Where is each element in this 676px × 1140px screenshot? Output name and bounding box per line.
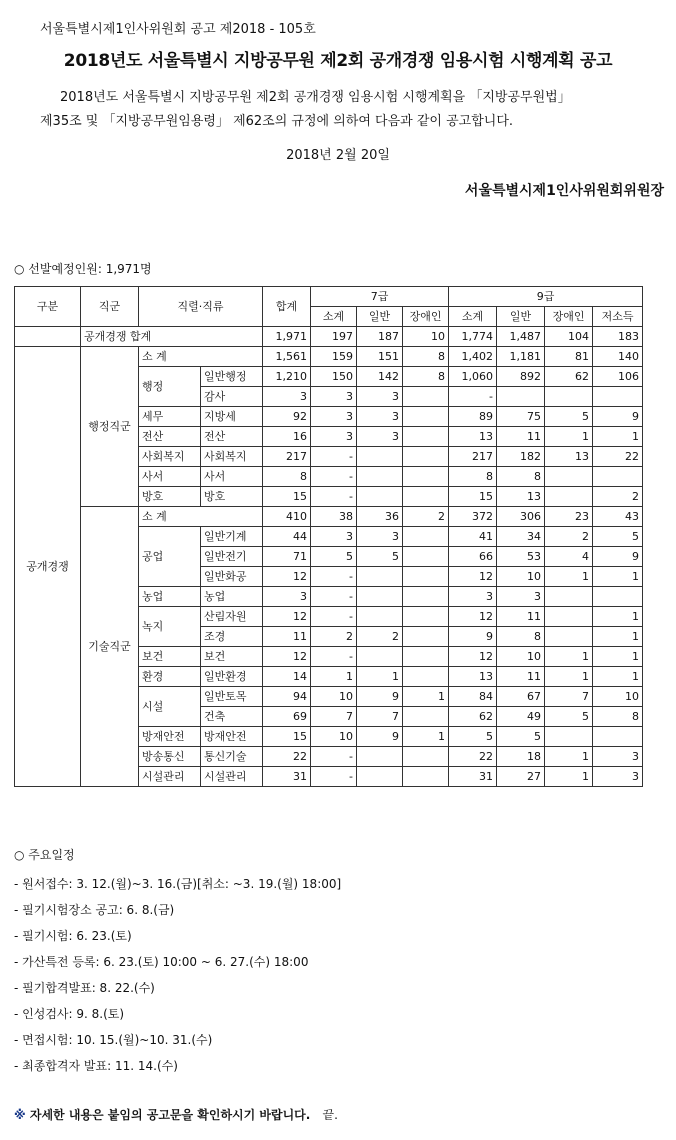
cell-d9: 1 (545, 567, 593, 587)
cell-total: 15 (263, 487, 311, 507)
cell-total: 1,971 (263, 327, 311, 347)
cell-total: 410 (263, 507, 311, 527)
cell-d7: 10 (403, 327, 449, 347)
signature: 서울특별시제1인사위원회위원장 (464, 183, 664, 199)
cell-l9: 1 (593, 667, 643, 687)
notice-number: 서울특별시제1인사위원회 공고 제2018 - 105호 (40, 22, 316, 37)
header-sub9: 소계 (449, 307, 497, 327)
cell-jikryeol: 시설 (139, 687, 201, 727)
cell-total: 31 (263, 767, 311, 787)
note-mark: ※ (14, 1108, 26, 1122)
cell-d7 (403, 387, 449, 407)
cell-l9: 22 (593, 447, 643, 467)
cell-d7 (403, 527, 449, 547)
cell-jikryu: 통신기술 (201, 747, 263, 767)
schedule-item: - 가산특전 등록: 6. 23.(토) 10:00 ~ 6. 27.(수) 18:00 (14, 955, 309, 969)
cell-total: 14 (263, 667, 311, 687)
cell-s9: 5 (449, 727, 497, 747)
header-dis9: 장애인 (545, 307, 593, 327)
body-line-1: 2018년도 서울특별시 지방공무원 제2회 공개경쟁 임용시험 시행계획을 「지방공무원법」 (60, 90, 571, 105)
cell-jikryeol: 농업 (139, 587, 201, 607)
cell-jikryeol: 방호 (139, 487, 201, 507)
schedule-item: - 인성검사: 9. 8.(토) (14, 1007, 125, 1021)
table-row (15, 507, 643, 527)
cell-d9: 5 (545, 707, 593, 727)
cell-jikryu: 일반행정 (201, 367, 263, 387)
footer-note (14, 1106, 338, 1123)
cell-g7 (357, 647, 403, 667)
cell-s9: 62 (449, 707, 497, 727)
cell-d9 (545, 607, 593, 627)
cell-l9: 43 (593, 507, 643, 527)
cell-l9: 106 (593, 367, 643, 387)
cell-s9: 13 (449, 667, 497, 687)
cell-jikryeol: 행정 (139, 367, 201, 407)
cell-total: 12 (263, 607, 311, 627)
cell-admin-group: 행정직군 (81, 347, 139, 507)
cell-d7: 8 (403, 347, 449, 367)
cell-jikryu: 농업 (201, 587, 263, 607)
cell-l9: 1 (593, 607, 643, 627)
recruit-count: ○ 선발예정인원: 1,971명 (14, 262, 152, 276)
cell-d7 (403, 767, 449, 787)
cell-g7: 151 (357, 347, 403, 367)
cell-g9: 27 (497, 767, 545, 787)
header-gen9: 일반 (497, 307, 545, 327)
cell-g7: 3 (357, 527, 403, 547)
cell-s7: - (311, 447, 357, 467)
cell-d7 (403, 567, 449, 587)
cell-d9: 62 (545, 367, 593, 387)
cell-l9: 1 (593, 427, 643, 447)
cell-d9: 81 (545, 347, 593, 367)
cell-s9: 12 (449, 567, 497, 587)
cell-jikryu: 방호 (201, 487, 263, 507)
cell-d7 (403, 647, 449, 667)
cell-g9: 306 (497, 507, 545, 527)
cell-l9: 3 (593, 747, 643, 767)
cell-d9: 1 (545, 427, 593, 447)
cell-g9: 5 (497, 727, 545, 747)
cell-total: 69 (263, 707, 311, 727)
cell-l9 (593, 587, 643, 607)
cell-jikryeol: 시설관리 (139, 767, 201, 787)
header-total: 합계 (263, 287, 311, 327)
cell-jikryu: 지방세 (201, 407, 263, 427)
cell-g9: 11 (497, 667, 545, 687)
cell-g9: 67 (497, 687, 545, 707)
cell-d7 (403, 547, 449, 567)
cell-total: 8 (263, 467, 311, 487)
table-row (15, 347, 643, 367)
cell-total-label: 공개경쟁 합계 (81, 327, 263, 347)
cell-s9: 1,402 (449, 347, 497, 367)
cell-l9: 8 (593, 707, 643, 727)
cell-g9: 49 (497, 707, 545, 727)
cell-s7: 7 (311, 707, 357, 727)
cell-jikryu: 사서 (201, 467, 263, 487)
cell-l9: 9 (593, 407, 643, 427)
cell-s7: - (311, 607, 357, 627)
body-line-2: 제35조 및 「지방공무원임용령」 제62조의 규정에 의하여 다음과 같이 공고합니다. (40, 114, 514, 129)
cell-jikryeol: 환경 (139, 667, 201, 687)
cell-l9: 9 (593, 547, 643, 567)
cell-s9: 217 (449, 447, 497, 467)
cell-s9: 1,774 (449, 327, 497, 347)
cell-jikryu: 일반환경 (201, 667, 263, 687)
footer-text: 자세한 내용은 붙임의 공고문을 확인하시기 바랍니다. (29, 1108, 311, 1122)
cell-d9 (545, 487, 593, 507)
header-grade9: 9급 (449, 287, 643, 307)
cell-g9 (497, 387, 545, 407)
cell-total: 3 (263, 387, 311, 407)
page-title: 2018년도 서울특별시 지방공무원 제2회 공개경쟁 임용시험 시행계획 공고 (63, 51, 613, 71)
cell-s9: 22 (449, 747, 497, 767)
cell-s9: 372 (449, 507, 497, 527)
cell-total: 22 (263, 747, 311, 767)
cell-g7 (357, 587, 403, 607)
cell-jikryeol: 방송통신 (139, 747, 201, 767)
schedule-heading: ○ 주요일정 (14, 848, 75, 862)
cell-l9: 1 (593, 567, 643, 587)
schedule-item: - 필기시험장소 공고: 6. 8.(금) (14, 903, 175, 917)
cell-jikryeol: 사서 (139, 467, 201, 487)
cell-g7: 7 (357, 707, 403, 727)
cell-s9: 41 (449, 527, 497, 547)
cell-l9: 1 (593, 647, 643, 667)
header-gen7: 일반 (357, 307, 403, 327)
cell-s7: - (311, 767, 357, 787)
schedule-item: - 필기시험: 6. 23.(토) (14, 929, 132, 943)
cell-d7 (403, 607, 449, 627)
cell-g7: 5 (357, 547, 403, 567)
cell-g9: 8 (497, 627, 545, 647)
cell-s7: 5 (311, 547, 357, 567)
cell-s9: 3 (449, 587, 497, 607)
cell-g7 (357, 747, 403, 767)
cell-s9: 15 (449, 487, 497, 507)
header-jikgun: 직군 (81, 287, 139, 327)
cell-d9: 13 (545, 447, 593, 467)
cell-s9: 66 (449, 547, 497, 567)
cell-s7: - (311, 467, 357, 487)
cell-s7: 3 (311, 527, 357, 547)
cell-jikryu: 일반토목 (201, 687, 263, 707)
cell-s7: 10 (311, 727, 357, 747)
cell-l9: 140 (593, 347, 643, 367)
cell-l9 (593, 467, 643, 487)
cell-total: 217 (263, 447, 311, 467)
cell-s9: 13 (449, 427, 497, 447)
cell-d9 (545, 387, 593, 407)
cell-s7: 150 (311, 367, 357, 387)
cell-total: 1,210 (263, 367, 311, 387)
cell-s7: - (311, 647, 357, 667)
cell-subtotal-label: 소 계 (139, 347, 263, 367)
cell-total: 94 (263, 687, 311, 707)
cell-g9: 892 (497, 367, 545, 387)
cell-s7: 197 (311, 327, 357, 347)
cell-jikryu: 일반전기 (201, 547, 263, 567)
cell-g7 (357, 467, 403, 487)
cell-g9: 34 (497, 527, 545, 547)
cell-l9: 5 (593, 527, 643, 547)
cell-jikryeol: 보건 (139, 647, 201, 667)
cell-s7: 3 (311, 427, 357, 447)
cell-jikryu: 조경 (201, 627, 263, 647)
cell-d9 (545, 627, 593, 647)
cell-g7: 187 (357, 327, 403, 347)
cell-g9: 53 (497, 547, 545, 567)
table-row (15, 327, 643, 347)
cell-jikryeol: 전산 (139, 427, 201, 447)
cell-s7: 2 (311, 627, 357, 647)
cell-d7 (403, 667, 449, 687)
cell-g9: 11 (497, 427, 545, 447)
cell-total: 15 (263, 727, 311, 747)
cell-gubun-blank (15, 327, 81, 347)
cell-s7: 3 (311, 407, 357, 427)
cell-g7: 9 (357, 687, 403, 707)
cell-g9: 13 (497, 487, 545, 507)
cell-subtotal-label: 소 계 (139, 507, 263, 527)
cell-total: 12 (263, 647, 311, 667)
cell-d9: 4 (545, 547, 593, 567)
footer-end: 끝. (322, 1108, 338, 1122)
cell-g9: 11 (497, 607, 545, 627)
cell-d7 (403, 587, 449, 607)
cell-d7 (403, 427, 449, 447)
cell-l9: 10 (593, 687, 643, 707)
cell-s9: 12 (449, 647, 497, 667)
cell-d7: 1 (403, 687, 449, 707)
cell-jikryu: 일반화공 (201, 567, 263, 587)
cell-jikryu: 사회복지 (201, 447, 263, 467)
cell-g7: 142 (357, 367, 403, 387)
cell-d7 (403, 487, 449, 507)
cell-g7: 2 (357, 627, 403, 647)
cell-l9: 1 (593, 627, 643, 647)
cell-s9: 1,060 (449, 367, 497, 387)
cell-d7 (403, 447, 449, 467)
cell-g9: 1,487 (497, 327, 545, 347)
cell-l9 (593, 387, 643, 407)
cell-g9: 18 (497, 747, 545, 767)
cell-gubun: 공개경쟁 (15, 347, 81, 787)
header-jikryeol: 직렬·직류 (139, 287, 263, 327)
cell-g7: 3 (357, 407, 403, 427)
cell-total: 12 (263, 567, 311, 587)
cell-g7: 9 (357, 727, 403, 747)
cell-d9: 1 (545, 767, 593, 787)
schedule (14, 846, 341, 1079)
cell-s9: 89 (449, 407, 497, 427)
cell-d9: 2 (545, 527, 593, 547)
cell-s7: - (311, 487, 357, 507)
header-dis7: 장애인 (403, 307, 449, 327)
cell-l9 (593, 727, 643, 747)
cell-d9: 1 (545, 667, 593, 687)
cell-d9: 1 (545, 747, 593, 767)
cell-s7: - (311, 567, 357, 587)
cell-d7 (403, 467, 449, 487)
cell-jikryu: 전산 (201, 427, 263, 447)
cell-jikryu: 건축 (201, 707, 263, 727)
cell-d7: 1 (403, 727, 449, 747)
cell-jikryeol: 녹지 (139, 607, 201, 647)
cell-total: 71 (263, 547, 311, 567)
cell-s7: 38 (311, 507, 357, 527)
cell-jikryeol: 세무 (139, 407, 201, 427)
cell-s9: - (449, 387, 497, 407)
cell-jikryu: 방재안전 (201, 727, 263, 747)
cell-s7: 1 (311, 667, 357, 687)
cell-g9: 10 (497, 647, 545, 667)
cell-g9: 3 (497, 587, 545, 607)
cell-s9: 9 (449, 627, 497, 647)
cell-g9: 1,181 (497, 347, 545, 367)
cell-jikryu: 산림자원 (201, 607, 263, 627)
cell-d7 (403, 747, 449, 767)
cell-g9: 8 (497, 467, 545, 487)
cell-s7: 3 (311, 387, 357, 407)
cell-g7: 3 (357, 427, 403, 447)
cell-g7 (357, 447, 403, 467)
cell-total: 3 (263, 587, 311, 607)
header-gubun: 구분 (15, 287, 81, 327)
cell-g9: 10 (497, 567, 545, 587)
cell-jikryeol: 사회복지 (139, 447, 201, 467)
cell-d9: 104 (545, 327, 593, 347)
cell-g9: 75 (497, 407, 545, 427)
cell-jikryeol: 공업 (139, 527, 201, 587)
cell-d7 (403, 407, 449, 427)
cell-s7: - (311, 587, 357, 607)
cell-g7 (357, 487, 403, 507)
cell-d9: 7 (545, 687, 593, 707)
cell-s7: 159 (311, 347, 357, 367)
cell-jikryu: 시설관리 (201, 767, 263, 787)
cell-d7: 2 (403, 507, 449, 527)
cell-g9: 182 (497, 447, 545, 467)
schedule-item: - 원서접수: 3. 12.(월)~3. 16.(금)[취소: ~3. 19.(월) 18:00] (14, 877, 342, 891)
cell-l9: 183 (593, 327, 643, 347)
cell-g7 (357, 607, 403, 627)
cell-d7 (403, 707, 449, 727)
cell-jikryeol: 방재안전 (139, 727, 201, 747)
header-low9: 저소득 (593, 307, 643, 327)
cell-total: 44 (263, 527, 311, 547)
schedule-item: - 필기합격발표: 8. 22.(수) (14, 981, 155, 995)
cell-s9: 84 (449, 687, 497, 707)
cell-g7 (357, 767, 403, 787)
cell-g7: 1 (357, 667, 403, 687)
cell-d9: 5 (545, 407, 593, 427)
cell-l9: 3 (593, 767, 643, 787)
recruit-table (14, 286, 643, 787)
cell-d9 (545, 467, 593, 487)
cell-d7: 8 (403, 367, 449, 387)
cell-d9 (545, 587, 593, 607)
cell-s9: 8 (449, 467, 497, 487)
cell-total: 1,561 (263, 347, 311, 367)
schedule-item: - 면접시험: 10. 15.(월)~10. 31.(수) (14, 1033, 213, 1047)
cell-l9: 2 (593, 487, 643, 507)
cell-d9 (545, 727, 593, 747)
cell-d9: 1 (545, 647, 593, 667)
header-sub7: 소계 (311, 307, 357, 327)
cell-total: 16 (263, 427, 311, 447)
cell-jikryu: 감사 (201, 387, 263, 407)
cell-s7: - (311, 747, 357, 767)
cell-g7 (357, 567, 403, 587)
cell-total: 92 (263, 407, 311, 427)
cell-s9: 12 (449, 607, 497, 627)
cell-jikryu: 일반기계 (201, 527, 263, 547)
cell-d9: 23 (545, 507, 593, 527)
cell-g7: 3 (357, 387, 403, 407)
notice-body (14, 86, 664, 134)
cell-g7: 36 (357, 507, 403, 527)
schedule-item: - 최종합격자 발표: 11. 14.(수) (14, 1059, 178, 1073)
cell-tech-group: 기술직군 (81, 507, 139, 787)
cell-total: 11 (263, 627, 311, 647)
cell-jikryu: 보건 (201, 647, 263, 667)
cell-d7 (403, 627, 449, 647)
cell-s9: 31 (449, 767, 497, 787)
notice-date: 2018년 2월 20일 (286, 148, 390, 163)
cell-s7: 10 (311, 687, 357, 707)
header-grade7: 7급 (311, 287, 449, 307)
